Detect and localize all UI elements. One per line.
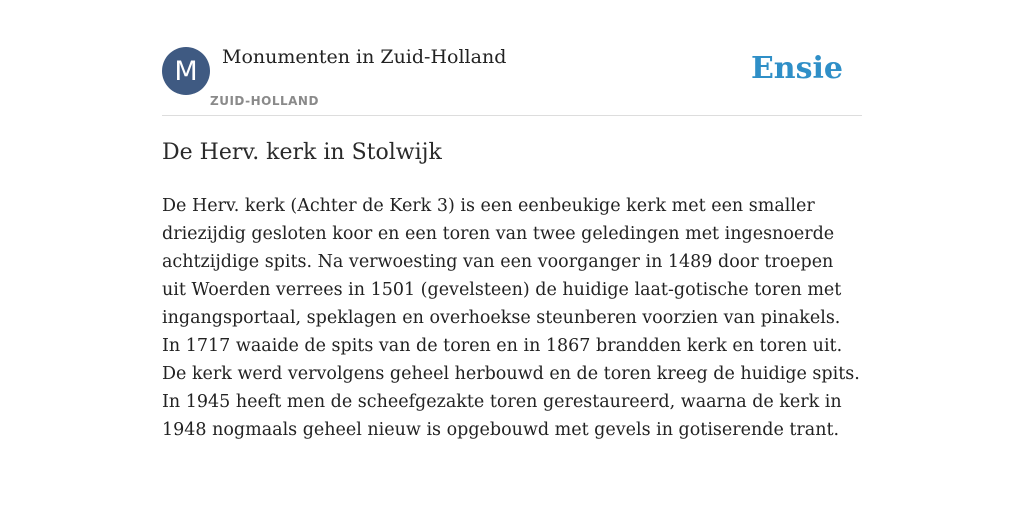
article-title: De Herv. kerk in Stolwijk	[162, 140, 442, 165]
header-divider	[162, 115, 862, 116]
source-title[interactable]: Monumenten in Zuid-Holland	[222, 46, 507, 68]
brand-logo[interactable]: Ensie	[750, 51, 843, 86]
article-body: De Herv. kerk (Achter de Kerk 3) is een eenbeukige kerk met een smaller driezijdig gesloten koor en een toren van twee geledingen met ingesnoerde achtzijdige spits. Na verwoesting van een voorganger in 1489 door troepen uit Woerden verrees in 1501 (gevelsteen) de huidige laat-gotische toren met ingangsportaal, speklagen en overhoekse steunberen voorzien van pinakels. In 1717 waaide de spits van de toren en in 1867 brandden kerk en toren uit. De kerk werd vervolgens geheel herbouwd en de toren kreeg de huidige spits. In 1945 heeft men de scheefgezakte toren gerestaureerd, waarna de kerk in 1948 nogmaals geheel nieuw is opgebouwd met gevels in gotiserende trant.	[162, 196, 860, 440]
avatar-letter: M	[174, 55, 198, 87]
category-label[interactable]: ZUID-HOLLAND	[210, 94, 319, 108]
avatar	[162, 47, 210, 95]
